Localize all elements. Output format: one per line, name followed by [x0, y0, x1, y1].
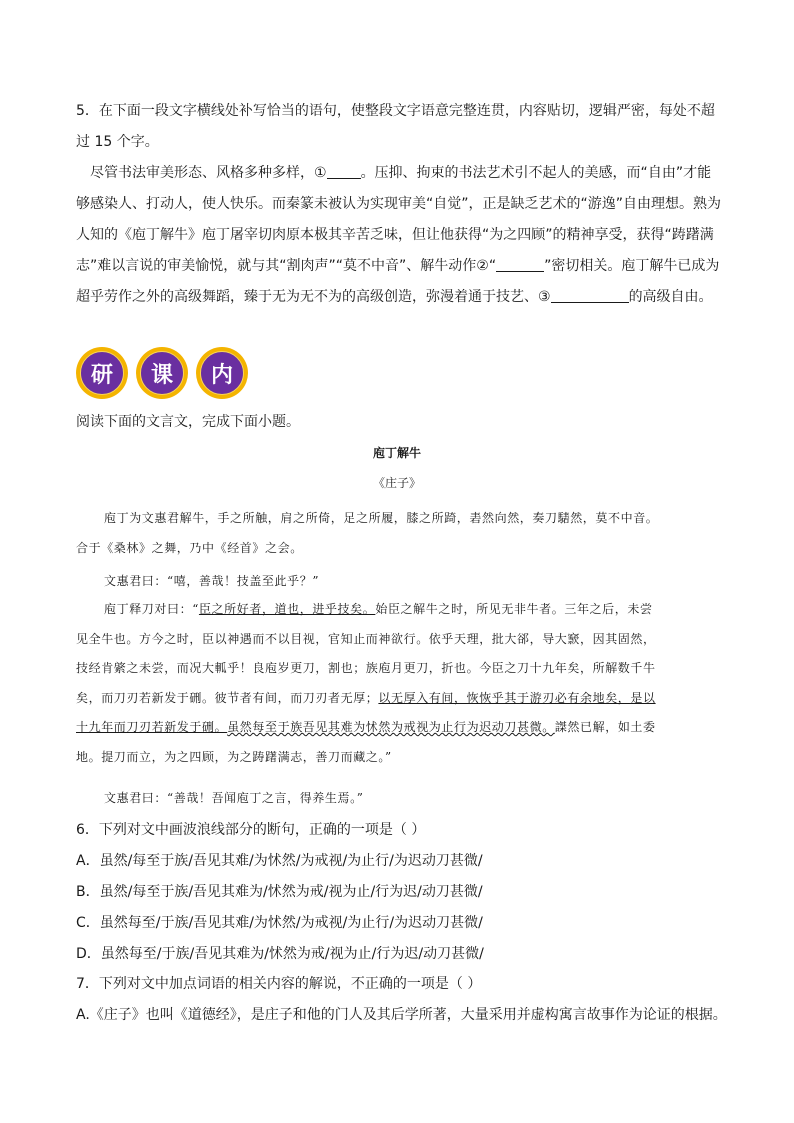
- question-6: [76, 815, 736, 970]
- classical-text: 謋然已解，如土委: [554, 720, 656, 734]
- section-badges: [76, 347, 248, 401]
- blank-1[interactable]: [327, 162, 361, 179]
- passage-text: 。压抑、拘束的书法艺术引不起人的美感，而“自由”才能: [360, 165, 712, 181]
- question-5-passage: [76, 158, 726, 313]
- passage-text: 够感染人、打动人，使人快乐。而秦篆未被认为实现审美“自觉”，正是缺乏艺术的“游逸”自由理想。熟为: [76, 196, 722, 212]
- option-a[interactable]: A.《庄子》也叫《道德经》，是庄子和他的门人及其后学所著，大量采用并虚构寓言故事作为论证的根据。: [76, 1007, 727, 1023]
- classical-line: 合于《桑林》之舞，乃中《经首》之会。: [76, 540, 303, 555]
- classical-paragraph-2: [76, 567, 728, 597]
- passage-text: 尽管书法审美形态、风格多种多样，: [90, 165, 314, 181]
- classical-paragraph-3: [76, 595, 728, 772]
- badge-ke: [136, 347, 188, 399]
- classical-line: 地。提刀而立，为之四顾，为之踌躇满志，善刀而藏之。”: [76, 749, 392, 764]
- question-5-line1: 5．在下面一段文字横线处补写恰当的语句，使整段文字语意完整连贯，内容贴切，逻辑严密，每处不超: [76, 103, 715, 119]
- classical-paragraph-4: [76, 784, 728, 814]
- badge-label: 内: [200, 351, 244, 395]
- blank-3[interactable]: [551, 286, 629, 303]
- question-stem: 7．下列对文中加点词语的相关内容的解说，不正确的一项是（ ）: [76, 976, 482, 992]
- badge-nei: [196, 347, 248, 399]
- classical-line: 见全牛也。方今之时，臣以神遇而不以目视，官知止而神欲行。依乎天理，批大郤，导大窾，因其固然，: [76, 631, 656, 646]
- passage-text: 的高级自由。: [628, 289, 713, 305]
- option-a[interactable]: A．虽然/每至于族/吾见其难/为怵然/为戒视/为止行/为迟动刀甚微/: [76, 853, 483, 869]
- classical-text: 始臣之解牛之时，所见无非牛者。三年之后，未尝: [375, 602, 653, 616]
- question-5-line2: 过 15 个字。: [76, 134, 159, 150]
- badge-label: 课: [140, 351, 184, 395]
- passage-text: ”密切相关。庖丁解牛已成为: [544, 258, 720, 274]
- classical-paragraph-1: [76, 504, 728, 563]
- passage-source: 《庄子》: [372, 476, 421, 490]
- option-b[interactable]: B．虽然/每至于族/吾见其难为/怵然为戒/视为止/行为迟/动刀甚微/: [76, 884, 483, 900]
- passage-text: 超乎劳作之外的高级舞蹈，臻于无为无不为的高级创造，弥漫着通于技艺、③: [76, 289, 551, 305]
- passage-text: 人知的《庖丁解牛》庖丁屠宰切肉原本极其辛苦乏味，但让他获得“为之四顾”的精神享受，获得“踌躇满: [76, 227, 714, 243]
- blank-2[interactable]: [496, 255, 544, 272]
- blank-marker-1: ①: [314, 165, 327, 181]
- classical-line: 庖丁为文惠君解牛，手之所触，肩之所倚，足之所履，膝之所踦，砉然向然，奏刀騞然，莫不中音。: [104, 511, 659, 525]
- classical-line: 文惠君曰：“嘻，善哉！技盖至此乎？”: [104, 574, 320, 588]
- underlined-sentence: 十九年而刀刃若新发于硎。: [76, 720, 228, 734]
- underlined-sentence: 臣之所好者，道也，进乎技矣。: [198, 602, 376, 616]
- classical-text: 庖丁释刀对曰：“: [104, 602, 199, 616]
- option-c[interactable]: C．虽然每至/于族/吾见其难/为怵然/为戒视/为止行/为迟动刀甚微/: [76, 915, 483, 931]
- classical-line: 文惠君曰：“善哉！吾闻庖丁之言，得养生焉。”: [104, 791, 364, 805]
- question-7: [76, 969, 736, 1031]
- question-stem: 6．下列对文中画波浪线部分的断句，正确的一项是（ ）: [76, 822, 426, 838]
- classical-text: 矣，而刀刃若新发于硎。彼节者有间，而刀刃者无厚；: [76, 690, 379, 705]
- passage-text: 志”难以言说的审美愉悦，就与其“割肉声”“莫不中音”、解牛动作②“: [76, 258, 497, 274]
- passage-title: 庖丁解牛: [372, 446, 421, 460]
- underlined-sentence: 以无厚入有间，恢恢乎其于游刃必有余地矣，是以: [378, 690, 656, 705]
- wavy-underlined-sentence: 虽然每至于族吾见其难为怵然为戒视为止行为迟动刀甚微。: [227, 720, 555, 734]
- option-d[interactable]: D．虽然每至/于族/吾见其难为/怵然为戒/视为止/行为迟/动刀甚微/: [76, 946, 484, 962]
- question-5: [76, 96, 726, 158]
- badge-yan: [76, 347, 128, 399]
- classical-line: 技经肯綮之未尝，而况大軱乎！良庖岁更刀，割也；族庖月更刀，折也。今臣之刀十九年矣，所解数千牛: [76, 661, 656, 675]
- reading-intro: 阅读下面的文言文，完成下面小题。: [76, 414, 300, 430]
- badge-label: 研: [80, 351, 124, 395]
